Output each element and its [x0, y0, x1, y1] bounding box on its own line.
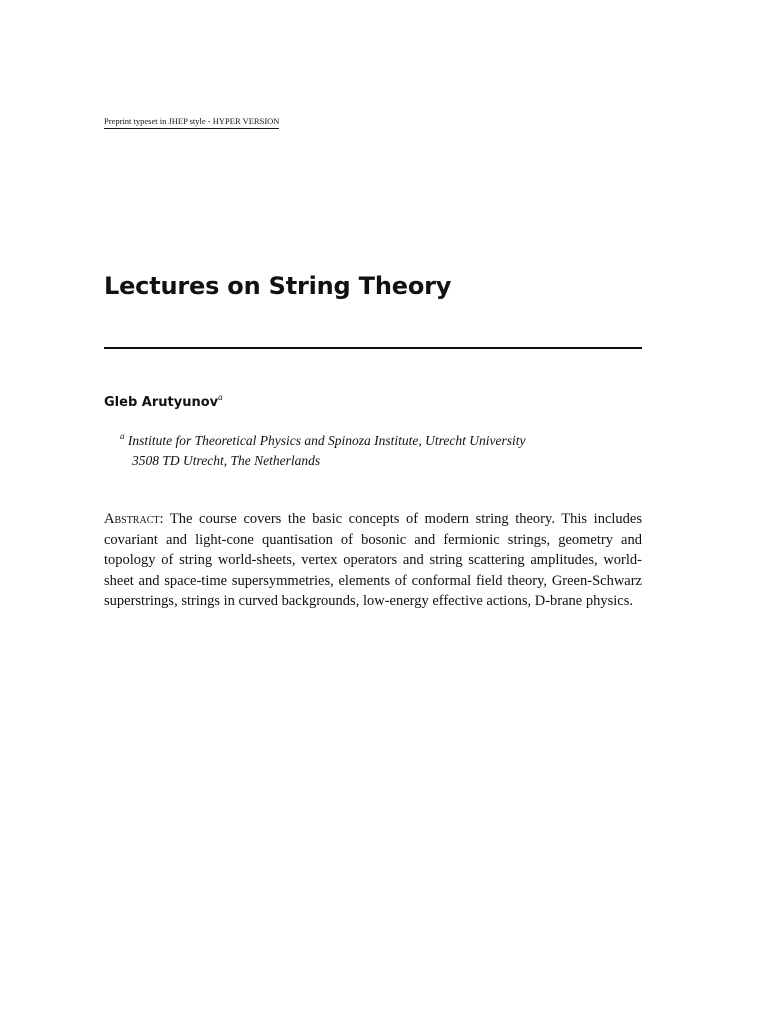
preprint-notice: Preprint typeset in JHEP style - HYPER VERSION: [104, 116, 279, 129]
affiliation-line-1: [120, 433, 525, 448]
author-affiliation-mark: a: [218, 392, 223, 402]
affiliation-address: 3508 TD Utrecht, The Netherlands: [132, 453, 321, 468]
author-name: Gleb Arutyunov: [104, 395, 219, 410]
title-rule: [104, 347, 642, 349]
abstract-label: Abstract:: [104, 511, 164, 527]
abstract-block: [104, 509, 642, 612]
affiliation-block: [120, 431, 640, 471]
abstract-text: The course covers the basic concepts of modern string theory. This includes covariant and light-cone quantisation of bosonic and fermionic strings, geometry and topology of string world-sheets, vertex operators and string scattering amplitudes, world-sheet and space-time supersymmetries, elements of conformal field theory, Green-Schwarz superstrings, strings in curved backgrounds, low-energy effective actions, D-brane physics.: [104, 511, 642, 610]
affiliation-mark: a: [120, 431, 125, 441]
paper-title: Lectures on String Theory: [104, 272, 452, 300]
affiliation-institute: Institute for Theoretical Physics and Spinoza Institute, Utrecht University: [127, 433, 526, 448]
author-line: [104, 394, 223, 412]
